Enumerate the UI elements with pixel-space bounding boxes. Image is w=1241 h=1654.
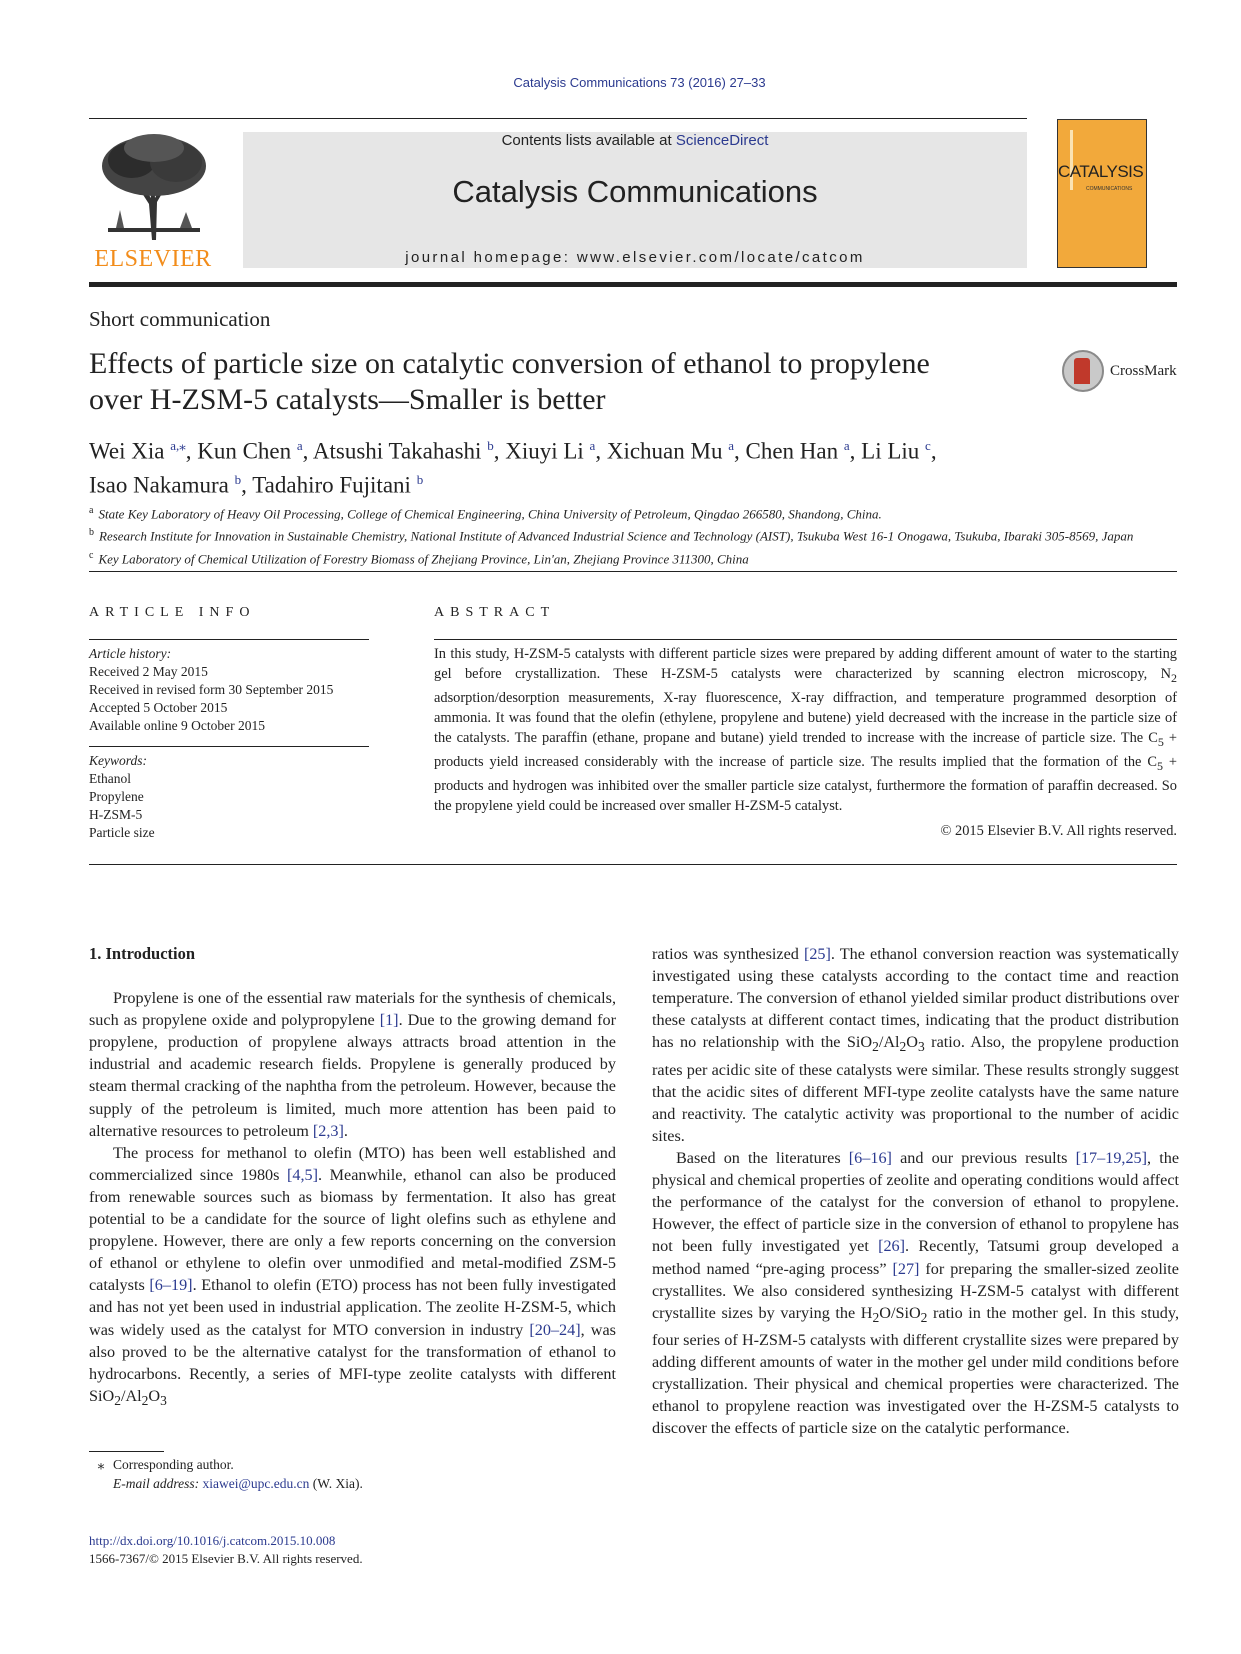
citation-link[interactable]: [2,3] (312, 1121, 344, 1140)
author-affil-ref[interactable]: b (487, 438, 494, 453)
text-segment: . (343, 1121, 348, 1140)
subscript: 2 (141, 1393, 149, 1409)
body-paragraph (89, 1142, 616, 1412)
affiliation-key: c (89, 549, 94, 561)
info-rule-middle (89, 746, 369, 747)
abstract-heading: ABSTRACT (434, 605, 556, 620)
author-name[interactable]: Xiuyi Li (505, 438, 584, 464)
history-label: Article history: (89, 646, 172, 661)
text-segment: . Meanwhile, ethanol can also be produced from renewable sources such as biomass by fermentation. It also has great potential to be a candidate for the source of light olefins such as ethylene and propylene. However, there are only a few reports concerning on the conversion of ethanol or ethylene to olefin over unmodified and metal-modified ZSM-5 catalysts (89, 1165, 617, 1295)
author-affil-ref[interactable]: a (296, 438, 303, 453)
history-item: Accepted 5 October 2015 (89, 700, 228, 715)
text-segment: , was also proved to be the alternative catalyst for the transformation of ethanol to hydrocarbons. Recently, a series of MFI-type zeolite catalysts with different SiO (89, 1320, 616, 1405)
affiliation-b (89, 523, 1189, 545)
subscript: 2 (114, 1393, 121, 1409)
subscript: 2 (872, 1039, 879, 1055)
text-segment: /Al (878, 1033, 900, 1052)
doi-block (89, 1532, 363, 1568)
subscript: 2 (920, 1309, 928, 1325)
journal-name: Catalysis Communications (452, 174, 818, 209)
citation-link[interactable]: [27] (892, 1259, 920, 1278)
abstract-segment: In this study, H-ZSM-5 catalysts with different particle sizes were prepared by adding different amount of water to the starting gel before crystallization. These H-ZSM-5 catalysts were characterized by scanning electron microscopy, N (434, 646, 1177, 682)
body-paragraph (652, 1147, 1179, 1439)
crossmark-ribbon (1074, 358, 1090, 384)
author-affil-ref[interactable]: b (234, 471, 242, 487)
affiliation-text: State Key Laboratory of Heavy Oil Processing, College of Chemical Engineering, China University of Petroleum, Qingdao 266580, Shandong, China. (98, 506, 882, 522)
text-segment: O (148, 1386, 161, 1405)
elsevier-tree-icon (94, 132, 212, 244)
footnote (89, 1455, 616, 1493)
doi-link[interactable]: http://dx.doi.org/10.1016/j.catcom.2015.10.008 (89, 1533, 336, 1548)
abstract-rule-top (434, 639, 1177, 640)
corresponding-author-note: Corresponding author. (113, 1457, 234, 1472)
citation-link[interactable]: [1] (379, 1011, 399, 1030)
article-info-heading: ARTICLE INFO (89, 605, 256, 620)
elsevier-logo[interactable] (88, 132, 218, 274)
author-separator: , (849, 438, 862, 464)
author-name[interactable]: Chen Han (745, 438, 839, 464)
footnote-line-2 (89, 1474, 616, 1493)
affiliation-key: a (89, 505, 94, 516)
email-label: E-mail address: (113, 1476, 200, 1491)
body-column-left (89, 943, 616, 1412)
affiliation-c (89, 546, 1189, 568)
author-affil-ref[interactable]: a (843, 438, 850, 453)
text-segment: O/SiO (879, 1303, 921, 1322)
text-segment: ratio in the mother gel. In this study, four series of H-ZSM-5 catalysts with different crystallite sizes were prepared by adding different amounts of water in the mother gel under mild conditions before crystallization. Their physical and chemical properties were characterized. The ethanol to propylene reaction was investigated over the H-ZSM-5 catalysts to discover the effects of particle size on the catalytic performance. (652, 1303, 1179, 1438)
text-segment: . Ethanol to olefin (ETO) process has not been fully investigated and has not yet been used in industrial application. The zeolite H-ZSM-5, which was widely used as the catalyst for MTO conversion in industry (89, 1276, 616, 1339)
text-segment: Propylene is one of the essential raw materials for the synthesis of chemicals, such as propylene oxide and polypropylene (89, 989, 616, 1030)
crossmark-label: CrossMark (1110, 363, 1177, 379)
text-segment: and our previous results (891, 1149, 1076, 1168)
keyword-item: H-ZSM-5 (89, 807, 143, 822)
author-affil-ref[interactable]: b (416, 471, 424, 487)
author-name[interactable]: Isao Nakamura (89, 472, 229, 498)
info-rule-top (89, 639, 369, 640)
citation-link[interactable]: [6–19] (149, 1276, 193, 1295)
affiliation-text: Research Institute for Innovation in Sustainable Chemistry, National Institute of Advanced Industrial Science and Technology (AIST), Tsukuba West 16-1 Onogawa, Tsukuba, Ibaraki 305-8569, Japan (99, 528, 1134, 544)
subscript: 5 (1157, 734, 1164, 749)
contents-line (243, 132, 1027, 149)
keyword-item: Propylene (89, 789, 144, 804)
subscript: 2 (899, 1039, 907, 1055)
history-item: Available online 9 October 2015 (89, 718, 265, 733)
journal-homepage[interactable]: journal homepage: www.elsevier.com/locate/catcom (405, 249, 865, 266)
footnote-mark: ⁎ (97, 1457, 105, 1472)
subscript: 2 (1171, 670, 1177, 685)
author-separator: , (302, 438, 313, 464)
affiliation-a (89, 501, 1189, 523)
text-segment: for preparing the smaller-sized zeolite crystallites. We also considered synthesizing H-ZSM-5 catalyst with different crystallite sizes by varying the H (652, 1259, 1179, 1322)
title-line-1: Effects of particle size on catalytic conversion of ethanol to propylene (89, 347, 930, 380)
keyword-item: Particle size (89, 825, 155, 840)
subscript: 3 (918, 1039, 925, 1055)
abstract-copyright: © 2015 Elsevier B.V. All rights reserved. (940, 823, 1177, 839)
history-item: Received 2 May 2015 (89, 664, 208, 679)
author-name[interactable]: Wei Xia (89, 438, 165, 464)
footnote-line-1 (89, 1455, 616, 1474)
affiliation-rule (89, 571, 1177, 572)
cover-title: CATALYSIS (1058, 162, 1144, 181)
body-paragraph (652, 943, 1179, 1147)
citation-link[interactable]: [26] (878, 1237, 906, 1256)
email-suffix: (W. Xia). (312, 1476, 363, 1491)
author-name[interactable]: Kun Chen (197, 438, 292, 464)
top-rule (89, 118, 1027, 119)
body-column-right (652, 943, 1179, 1440)
author-affil-ref[interactable]: a,⁎ (170, 438, 186, 453)
footnote-rule (89, 1451, 164, 1452)
citation-link[interactable]: [20–24] (529, 1320, 581, 1339)
author-separator: , (930, 438, 937, 464)
article-title (89, 346, 1009, 418)
author-affil-ref[interactable]: c (925, 438, 931, 453)
cover-subtitle: COMMUNICATIONS (1086, 186, 1133, 192)
subscript: 2 (872, 1309, 880, 1325)
author-name[interactable]: Tadahiro Fujitani (252, 472, 411, 498)
text-segment: O (906, 1033, 918, 1052)
history-item: Received in revised form 30 September 2015 (89, 682, 334, 697)
subscript: 3 (160, 1393, 167, 1409)
author-separator: , (241, 472, 253, 498)
keywords-label: Keywords: (89, 753, 147, 768)
text-segment: . Due to the growing demand for propylene, production of propylene always attracts broad attention in the industrial and academic research fields. Propylene is generally produced by steam thermal cracking of the naphtha from the petroleum. However, because the supply of the petroleum is limited, much more attention has been paid to alternative resources to petroleum (89, 1011, 616, 1140)
contents-prefix: Contents lists available at (501, 132, 672, 149)
abstract-segment: + products and hydrogen was inhibited over the smaller particle size catalyst, furthermore the formation of paraffin decreased. So the propylene yield could be increased over smaller H-ZSM-5 catalyst. (434, 753, 1177, 814)
keywords (89, 752, 369, 842)
author-line-1 (89, 432, 1089, 466)
abstract-segment: + products yield increased considerably with the increase of particle size. The results implied that the formation of the C (434, 729, 1178, 770)
issn-copyright: 1566-7367/© 2015 Elsevier B.V. All rights reserved. (89, 1551, 363, 1566)
sciencedirect-link[interactable]: ScienceDirect (675, 132, 769, 149)
crossmark-badge[interactable] (1062, 350, 1182, 394)
text-segment: ratios was synthesized (652, 945, 804, 963)
email-link[interactable]: xiawei@upc.edu.cn (202, 1476, 310, 1491)
journal-cover-image[interactable] (1057, 119, 1147, 268)
keyword-item: Ethanol (89, 771, 131, 786)
author-separator: , (493, 438, 506, 464)
abstract-text (434, 644, 1177, 816)
section-heading-introduction: 1. Introduction (89, 944, 196, 963)
journal-citation[interactable]: Catalysis Communications 73 (2016) 27–33 (513, 75, 766, 90)
citation-link[interactable]: [6–16] (848, 1149, 892, 1168)
author-name[interactable]: Li Liu (861, 438, 920, 464)
citation-link[interactable]: [25] (803, 945, 831, 963)
affiliation-key: b (89, 527, 94, 539)
text-segment: . Recently, Tatsumi group developed a method named “pre-aging process” (652, 1237, 1179, 1278)
author-affil-ref[interactable]: a (728, 438, 734, 453)
text-segment: Based on the literatures (676, 1149, 849, 1168)
author-separator: , (595, 438, 607, 464)
body-paragraph (89, 987, 616, 1142)
text-segment: ratio. Also, the propylene production rates per acidic site of these catalysts were similar. These results strongly suggest that the acidic sites of different MFI-type zeolite catalysts have the same nature and reactivity. The catalytic activity was proportional to the number of acidic sites. (652, 1033, 1179, 1145)
affiliation-text: Key Laboratory of Chemical Utilization of Forestry Biomass of Zhejiang Province, Lin'an, Zhejiang Province 311300, China (98, 550, 749, 566)
author-list (89, 432, 1089, 499)
abstract-rule-bottom (89, 864, 1177, 865)
abstract-segment: adsorption/desorption measurements, X-ray fluorescence, X-ray diffraction, and temperature programmed desorption of ammonia. It was found that the olefin (ethylene, propylene and butene) yield decreased with the increase in the particle size of the catalysts. The paraffin (ethane, propane and butane) yield trended to increase with the increase of particle size. The C (434, 689, 1177, 746)
article-history (89, 645, 369, 735)
author-affil-ref[interactable]: a (589, 438, 596, 453)
elsevier-wordmark: ELSEVIER (94, 246, 212, 272)
subscript: 5 (1156, 758, 1163, 773)
text-segment: , the physical and chemical properties of zeolite and operating conditions would affect the performance of the catalyst for the conversion of ethanol to propylene. However, the effect of particle size in the conversion of ethanol to propylene has not been fully investigated yet (652, 1149, 1180, 1256)
author-separator: , (733, 438, 746, 464)
header-thick-rule (89, 282, 1177, 287)
journal-header-box (243, 132, 1027, 268)
author-line-2 (89, 466, 1089, 500)
text-segment: /Al (120, 1386, 142, 1405)
text-segment: . The ethanol conversion reaction was systematically investigated using these catalysts according to the contact time and reaction temperature. The conversion of ethanol yielded similar product distributions over these catalysts at different contact times, indicating that the product distribution has no relationship with the SiO (652, 945, 1179, 1052)
citation-link[interactable]: [4,5] (287, 1165, 319, 1184)
affiliations (89, 501, 1189, 568)
author-separator: , (185, 438, 198, 464)
article-type: Short communication (89, 307, 271, 331)
citation-link[interactable]: [17–19,25] (1075, 1149, 1148, 1168)
text-segment: The process for methanol to olefin (MTO) has been well established and commercialized since 1980s (89, 1143, 616, 1184)
author-name[interactable]: Atsushi Takahashi (312, 438, 482, 464)
title-line-2: over H-ZSM-5 catalysts—Smaller is better (89, 383, 606, 416)
author-name[interactable]: Xichuan Mu (606, 438, 723, 464)
